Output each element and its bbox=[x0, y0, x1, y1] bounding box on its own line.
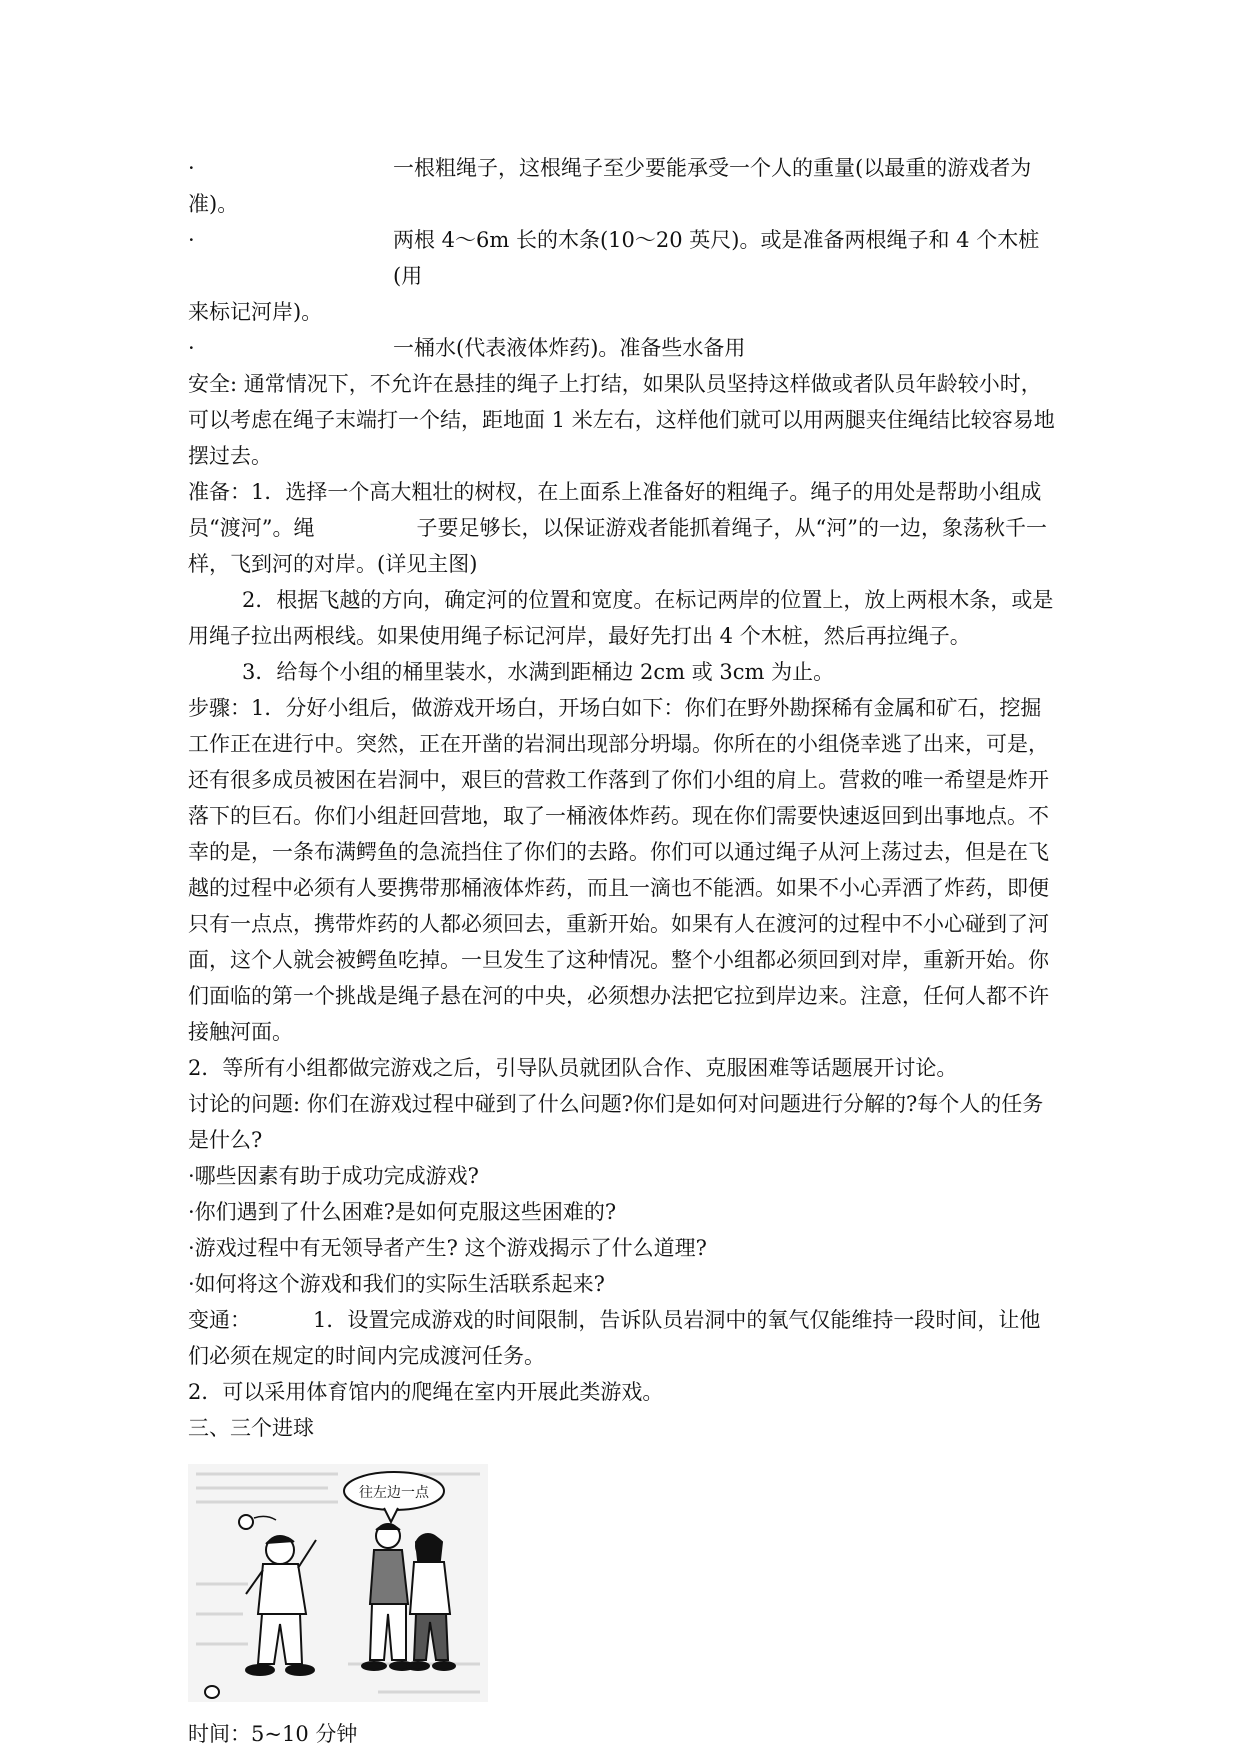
document-body bbox=[188, 150, 1060, 1752]
middle-figure bbox=[362, 1524, 414, 1670]
discussion-q1: ·哪些因素有助于成功完成游戏? bbox=[188, 1164, 479, 1188]
material-item-2-text: 两根 4～6m 长的木条(10～20 英尺)。或是准备两根绳子和 4 个木桩(用 bbox=[393, 228, 1040, 288]
section-title: 三、三个进球 bbox=[188, 1416, 314, 1440]
variations-1: 1．设置完成游戏的时间限制，告诉队员岩洞中的氧气仅能维持一段时间，让他们必须在规定的时间内完成渡河任务。 bbox=[188, 1308, 1041, 1368]
variations-label: 变通： bbox=[188, 1308, 251, 1332]
bullet: · bbox=[188, 336, 195, 360]
discussion-q2: ·你们遇到了什么困难?是如何克服这些困难的? bbox=[188, 1200, 617, 1224]
prep-paragraph-2: 2．根据飞越的方向，确定河的位置和宽度。在标记两岸的位置上，放上两根木条，或是用绳子拉出两根线。如果使用绳子标记河岸，最好先打出 4 个木桩，然后再拉绳子。 bbox=[188, 588, 1054, 648]
bullet: · bbox=[188, 228, 195, 252]
cartoon-illustration-icon bbox=[188, 1464, 488, 1702]
right-figure bbox=[407, 1534, 455, 1670]
steps-paragraph-1: 步骤：1．分好小组后，做游戏开场白，开场白如下：你们在野外勘探稀有金属和矿石，挖掘工作正在进行中。突然，正在开凿的岩洞出现部分坍塌。你所在的小组侥幸逃了出来，可是，还有很多成员被困在岩洞中，艰巨的营救工作落到了你们小组的肩上。营救的唯一希望是炸开落下的巨石。你们小组赶回营地，取了一桶液体炸药。现在你们需要快速返回到出事地点。不幸的是，一条布满鳄鱼的急流挡住了你们的去路。你们可以通过绳子从河上荡过去，但是在飞越的过程中必须有人要携带那桶液体炸药，而且一滴也不能洒。如果不小心弄洒了炸药，即便只有一点点，携带炸药的人都必须回去，重新开始。如果有人在渡河的过程中不小心碰到了河面，这个人就会被鳄鱼吃掉。一旦发生了这种情况。整个小组都必须回到对岸，重新开始。你们面临的第一个挑战是绳子悬在河的中央，必须想办法把它拉到岸边来。注意，任何人都不许接触河面。 bbox=[188, 696, 1049, 1044]
variations-paragraph-1 bbox=[188, 1302, 1060, 1374]
safety-paragraph: 安全: 通常情况下，不允许在悬挂的绳子上打结，如果队员坚持这样做或者队员年龄较小时，可以考虑在绳子末端打一个结，距地面 1 米左右，这样他们就可以用两腿夹住绳结比较容易地摆过去。 bbox=[188, 372, 1055, 468]
speech-bubble bbox=[344, 1472, 444, 1522]
variations-paragraph-2: 2．可以采用体育馆内的爬绳在室内开展此类游戏。 bbox=[188, 1380, 664, 1404]
material-item-3-text: 一桶水(代表液体炸药)。准备些水备用 bbox=[393, 336, 746, 360]
prep-1-b: 子要足够长，以保证游戏者能抓着绳子，从“河”的一边，象荡秋千一样，飞到河的对岸。(详见主图) bbox=[188, 516, 1047, 576]
cartoon-svg bbox=[188, 1464, 488, 1702]
prep-paragraph-3: 3．给每个小组的桶里装水，水满到距桶边 2cm 或 3cm 为止。 bbox=[242, 660, 835, 684]
discussion-q3: ·游戏过程中有无领导者产生? 这个游戏揭示了什么道理? bbox=[188, 1236, 707, 1260]
time-line: 时间：5~10 分钟 bbox=[188, 1722, 358, 1746]
material-item-2 bbox=[188, 222, 1060, 294]
material-item-1-cont: 准)。 bbox=[188, 192, 239, 216]
speech-text: 往左边一点 bbox=[359, 1485, 429, 1501]
material-item-1-text: 一根粗绳子，这根绳子至少要能承受一个人的重量(以最重的游戏者为 bbox=[393, 156, 1032, 180]
prep-1-a: 准备：1．选择一个高大粗壮的树杈，在上面系上准备好的粗绳子。绳子的用处是帮助小组成员“渡河”。绳 bbox=[188, 480, 1042, 540]
bullet: · bbox=[188, 156, 195, 180]
left-figure bbox=[246, 1536, 316, 1675]
material-item-2-cont: 来标记河岸)。 bbox=[188, 300, 323, 324]
steps-paragraph-2: 2．等所有小组都做完游戏之后，引导队员就团队合作、克服困难等话题展开讨论。 bbox=[188, 1056, 958, 1080]
discussion-intro: 讨论的问题: 你们在游戏过程中碰到了什么问题?你们是如何对问题进行分解的?每个人的任务是什么? bbox=[188, 1092, 1044, 1152]
material-item-1 bbox=[188, 150, 1060, 186]
material-item-3 bbox=[188, 330, 1060, 366]
discussion-q4: ·如何将这个游戏和我们的实际生活联系起来? bbox=[188, 1272, 605, 1296]
prep-paragraph-1 bbox=[188, 474, 1060, 582]
